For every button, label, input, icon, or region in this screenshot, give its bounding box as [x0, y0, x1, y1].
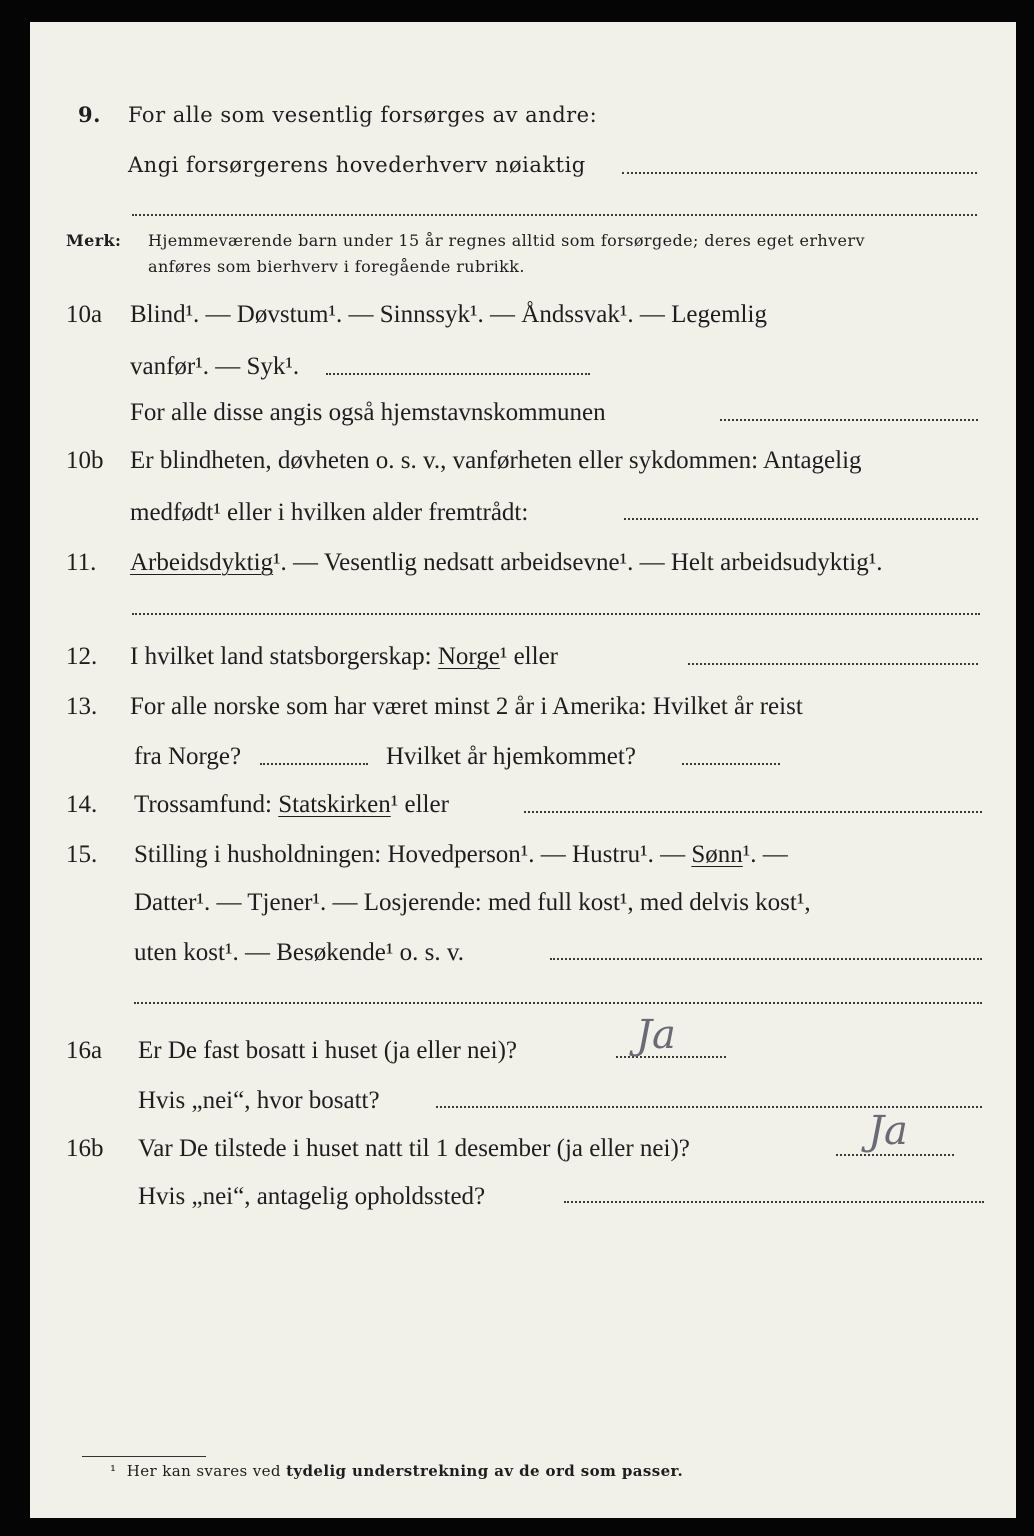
q15-line1 [134, 840, 788, 870]
q9-line2: Angi forsørgerens hovederhverv nøiaktig [128, 153, 586, 177]
q16a-number: 16a [66, 1037, 103, 1064]
q14-answer-line [524, 811, 982, 813]
q16a-handwritten-answer: Ja [636, 1012, 676, 1058]
q14-pre: Trossamfund: [134, 791, 272, 818]
q10b-number: 10b [66, 447, 104, 474]
q12-text [130, 642, 558, 672]
q11-text [130, 548, 882, 578]
footnote [110, 1460, 683, 1482]
q12-post: ¹ eller [499, 643, 558, 670]
q11-option-arbeidsdyktig[interactable]: Arbeidsdyktig [130, 549, 274, 576]
q16b-line2: Hvis „nei“, antagelig opholdssted? [138, 1183, 486, 1210]
footnote-mark: ¹ [110, 1462, 117, 1480]
q10b-line2: medfødt¹ eller i hvilken alder fremtrådt: [130, 499, 529, 526]
footnote-text-a: Her kan svares ved [126, 1462, 281, 1480]
q16b-handwritten-answer: Ja [868, 1108, 908, 1154]
q11-rest: ¹. — Vesentlig nedsatt arbeidsevne¹. — Helt arbeidsudyktig¹. [273, 549, 883, 576]
q14-text [134, 790, 449, 820]
q16b-number: 16b [66, 1135, 104, 1162]
footnote-text-b: tydelig understrekning av de ord som passer. [286, 1462, 684, 1480]
merk-line2: anføres som bierhverv i foregående rubrikk. [148, 257, 525, 276]
q13-reist-line [260, 763, 368, 765]
q13-number: 13. [66, 693, 98, 720]
q12-pre: I hvilket land statsborgerskap: [130, 643, 432, 670]
q16a-line1: Er De fast bosatt i huset (ja eller nei)? [138, 1037, 518, 1064]
q15-answer-line-2 [134, 1002, 982, 1004]
q9-answer-line-2 [132, 214, 977, 216]
q15-line1a: Stilling i husholdningen: Hovedperson¹. — Hustru¹. — [134, 841, 686, 868]
q15-option-sonn[interactable]: Sønn [691, 841, 743, 868]
q10a-number: 10a [66, 301, 103, 328]
q13-line2b: Hvilket år hjemkommet? [386, 743, 636, 770]
q10a-syk-line [326, 373, 590, 375]
q10a-line3: For alle disse angis også hjemstavnskommunen [130, 399, 606, 426]
q14-number: 14. [66, 791, 98, 818]
q10a-line1: Blind¹. — Døvstum¹. — Sinnssyk¹. — Åndssvak¹. — Legemlig [130, 301, 767, 328]
q16b-line1: Var De tilstede i huset natt til 1 desember (ja eller nei)? [138, 1135, 690, 1162]
q16a-line2: Hvis „nei“, hvor bosatt? [138, 1087, 380, 1114]
census-form-page [30, 22, 1016, 1518]
q13-line1: For alle norske som har været minst 2 år i Amerika: Hvilket år reist [130, 693, 803, 720]
q13-line2a: fra Norge? [134, 743, 242, 770]
q9-line1: For alle som vesentlig forsørges av andre: [128, 103, 598, 127]
q16b-opholdssted-line [564, 1201, 984, 1203]
q9-answer-line [622, 172, 977, 174]
q10b-line1: Er blindheten, døvheten o. s. v., vanførheten eller sykdommen: Antagelig [130, 447, 862, 474]
q15-number: 15. [66, 841, 98, 868]
q12-number: 12. [66, 643, 98, 670]
q10a-kommune-line [720, 419, 978, 421]
q12-answer-line [688, 663, 978, 665]
q15-line2: Datter¹. — Tjener¹. — Losjerende: med full kost¹, med delvis kost¹, [134, 889, 811, 916]
q14-option-statskirken[interactable]: Statskirken [278, 791, 391, 818]
q15-line3: uten kost¹. — Besøkende¹ o. s. v. [134, 939, 465, 966]
q11-answer-line [132, 613, 980, 615]
q12-option-norge[interactable]: Norge [437, 643, 500, 670]
q11-number: 11. [66, 549, 97, 576]
q10a-line2: vanfør¹. — Syk¹. [130, 353, 300, 380]
merk-line1: Hjemmeværende barn under 15 år regnes alltid som forsørgede; deres eget erhverv [148, 231, 865, 250]
q16b-answer-line [836, 1154, 954, 1156]
footnote-rule [82, 1456, 206, 1457]
q15-line1c: ¹. — [742, 841, 788, 868]
merk-label: Merk: [66, 231, 122, 250]
q15-answer-line [550, 958, 982, 960]
q9-number: 9. [78, 102, 101, 127]
q14-post: ¹ eller [390, 791, 449, 818]
q13-hjemkommet-line [682, 763, 780, 765]
q10b-answer-line [624, 518, 978, 520]
